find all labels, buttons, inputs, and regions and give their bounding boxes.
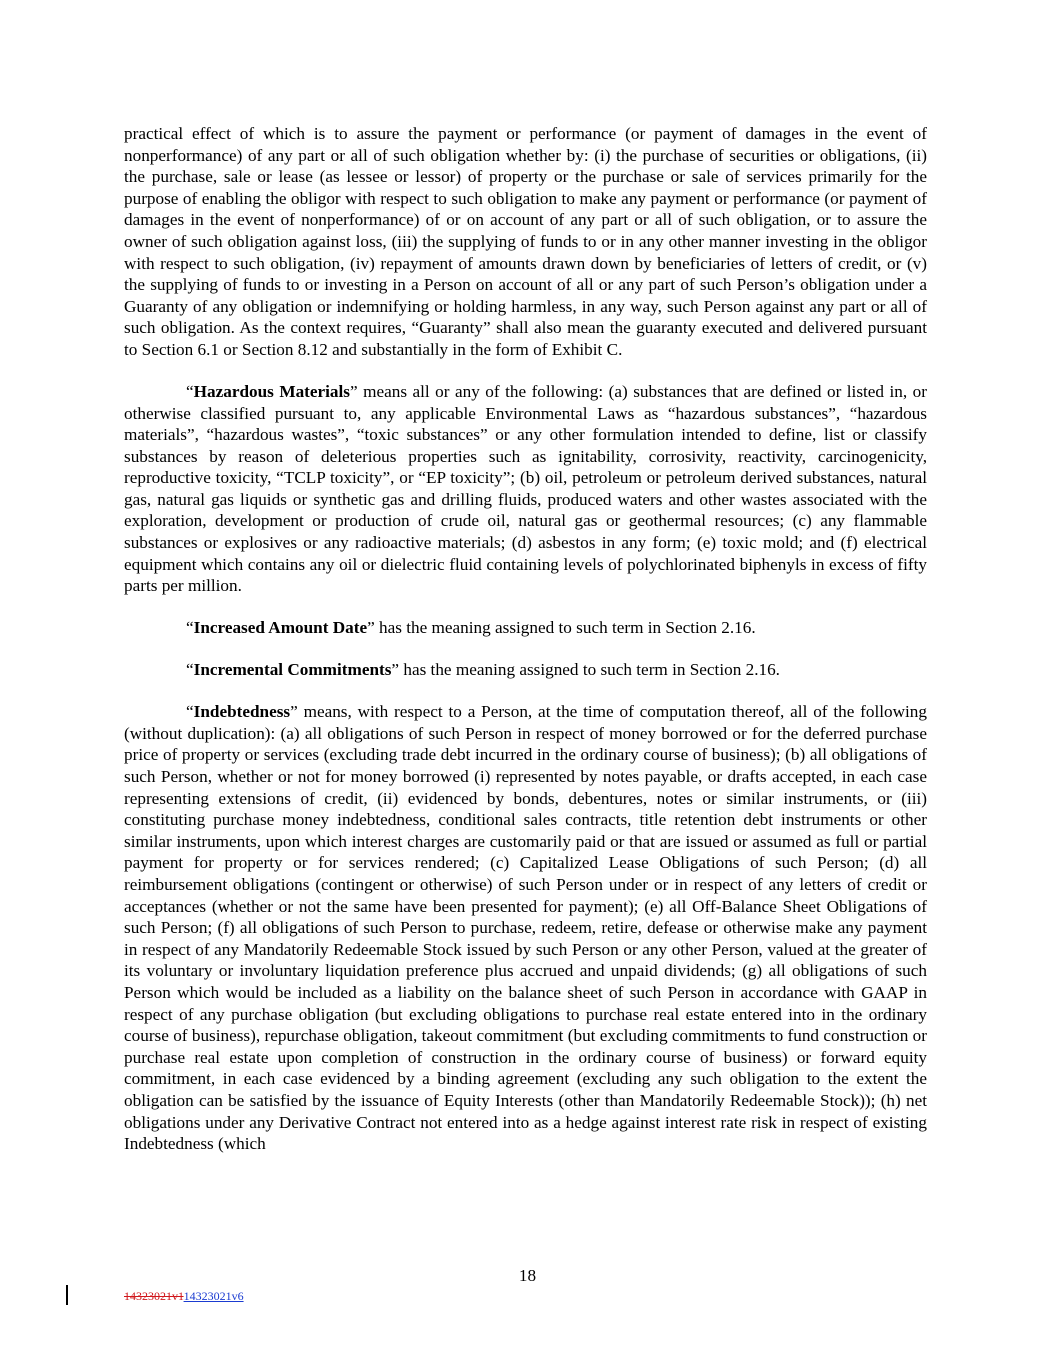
- definition-indebtedness: [124, 701, 927, 1154]
- definition-incremental-commitments: [124, 659, 927, 681]
- definition-text: ” has the meaning assigned to such term in Section 2.16.: [367, 618, 756, 638]
- open-quote: “: [186, 618, 194, 638]
- defined-term: Indebtedness: [193, 702, 291, 722]
- document-id-footer: [124, 1289, 244, 1303]
- guaranty-definition-continuation: practical effect of which is to assure the payment or performance (or payment of damages in the event of nonperformance) of any part or all of such obligation whether by: (i) the purchase of securities or obligations, (ii) the purchase, sale or lease (as lessee or lessor) of property or the purchase or sale of services primarily for the purpose of enabling the obligor with respect to such obligation to make any payment or performance (or payment of damages in the event of nonperformance) of or on account of any part or all of such obligation, or to assure the owner of such obligation against loss, (iii) the supplying of funds to or in any other manner investing in the obligor with respect to such obligation, (iv) repayment of amounts drawn down by beneficiaries of letters of credit, or (v) the supplying of funds to or investing in a Person on account of all or any part of such Person’s obligation under a Guaranty of any obligation or indemnifying or holding harmless, in any way, such Person against any part or all of such obligation. As the context requires, “Guaranty” shall also mean the guaranty executed and delivered pursuant to Section 6.1 or Section 8.12 and substantially in the form of Exhibit C.: [124, 124, 927, 359]
- revision-change-bar: [66, 1285, 68, 1305]
- definition-hazardous-materials: [124, 381, 927, 597]
- document-body: [124, 123, 927, 1175]
- defined-term: Increased Amount Date: [193, 618, 368, 638]
- definition-text: ” means, with respect to a Person, at the time of computation thereof, all of the following (without duplication): (a) all obligations of such Person in respect of money borrowed or for the deferred purchase price of property or services (excluding trade debt incurred in the ordinary course of business); (b) all obligations of such Person, whether or not for money borrowed (i) represented by notes payable, or drafts accepted, in each case representing extensions of credit, (ii) evidenced by bonds, debentures, notes or similar instruments, or (iii) constituting purchase money indebtedness, conditional sales contracts, title retention debt instruments or other similar instruments, upon which interest charges are customarily paid or that are issued or assumed as full or partial payment for property or for services rendered; (c) Capitalized Lease Obligations of such Person; (d) all reimbursement obligations (contingent or otherwise) of such Person under or in respect of any letters of credit or acceptances (whether or not the same have been presented for payment); (e) all Off-Balance Sheet Obligations of such Person; (f) all obligations of such Person to purchase, redeem, retire, defease or otherwise make any payment in respect of any Mandatorily Redeemable Stock issued by such Person or any other Person, valued at the greater of its voluntary or involuntary liquidation preference plus accrued and unpaid dividends; (g) all obligations of such Person which would be included as a liability on the balance sheet of such Person in accordance with GAAP in respect of any purchase obligation (but excluding obligations to purchase real estate entered into in the ordinary course of business), repurchase obligation, takeout commitment (but excluding commitments to fund construction or purchase real estate upon completion of construction in the ordinary course of business) or forward equity commitment, in each case evidenced by a binding agreement (excluding any such obligation to the extent the obligation can be satisfied by the issuance of Equity Interests (other than Mandatorily Redeemable Stock)); (h) net obligations under any Derivative Contract not entered into as a hedge against interest rate risk in respect of existing Indebtedness (which: [124, 702, 927, 1154]
- definition-text: ” means all or any of the following: (a) substances that are defined or listed in, or otherwise classified pursuant to, any applicable Environmental Laws as “hazardous substances”, “hazardous materials”, “hazardous wastes”, “toxic substances” or any other formulation intended to define, list or classify substances by reason of deleterious properties such as ignitability, corrosivity, reactivity, carcinogenicity, reproductive toxicity, “TCLP toxicity”, or “EP toxicity”; (b) oil, petroleum or petroleum derived substances, natural gas, natural gas liquids or synthetic gas and drilling fluids, produced waters and other wastes associated with the exploration, development or production of crude oil, natural gas or geothermal resources; (c) any flammable substances or explosives or any radioactive materials; (d) asbestos in any form; (e) toxic mold; and (f) electrical equipment which contains any oil or dielectric fluid containing levels of polychlorinated biphenyls in excess of fifty parts per million.: [124, 381, 927, 596]
- deleted-doc-id: 14323021v1: [124, 1289, 184, 1303]
- inserted-doc-id: 14323021v6: [183, 1289, 244, 1303]
- open-quote: “: [186, 660, 194, 680]
- open-quote: “: [186, 702, 194, 722]
- defined-term: Incremental Commitments: [193, 660, 392, 680]
- definition-text: ” has the meaning assigned to such term in Section 2.16.: [391, 660, 780, 680]
- definition-increased-amount-date: [124, 617, 927, 639]
- defined-term: Hazardous Materials: [193, 381, 350, 401]
- page-number: 18: [518, 1266, 537, 1285]
- open-quote: “: [186, 381, 194, 401]
